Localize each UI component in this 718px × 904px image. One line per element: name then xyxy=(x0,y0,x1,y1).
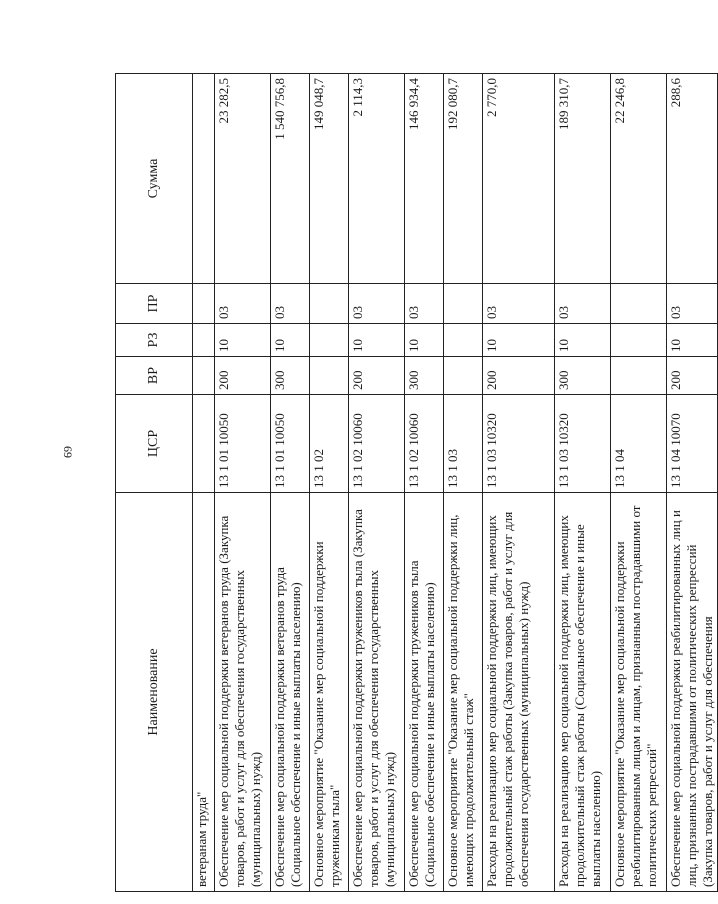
cell-sum: 22 246,8 xyxy=(611,74,667,284)
cell-rz: 10 xyxy=(215,324,271,357)
cell-rz: 10 xyxy=(349,324,405,357)
cell-rz: 10 xyxy=(271,324,310,357)
table-row xyxy=(405,74,444,892)
cell-pr: 03 xyxy=(215,284,271,324)
cell-csr: 13 1 01 10050 xyxy=(215,395,271,493)
cell-csr: 13 1 04 xyxy=(611,395,667,493)
cell-rz: 10 xyxy=(483,324,555,357)
cell-pr: 03 xyxy=(667,284,718,324)
header-sum: Сумма xyxy=(116,74,193,284)
cell-sum: 2 770,0 xyxy=(483,74,555,284)
table-row xyxy=(667,74,718,892)
table-row xyxy=(611,74,667,892)
cell-csr: 13 1 02 xyxy=(310,395,349,493)
cell-vr xyxy=(611,357,667,395)
cell-rz: 10 xyxy=(555,324,611,357)
cell-vr: 200 xyxy=(667,357,718,395)
table-row xyxy=(444,74,483,892)
cell-csr: 13 1 02 10060 xyxy=(349,395,405,493)
cell-sum: 23 282,5 xyxy=(215,74,271,284)
cell-pr: 03 xyxy=(349,284,405,324)
cell-rz: 10 xyxy=(667,324,718,357)
cell-pr xyxy=(444,284,483,324)
cell-name: Расходы на реализацию мер социальной поддержки лиц, имеющих продолжительный стаж работы (Социальное обеспечение и иные выплаты населению) xyxy=(555,493,611,892)
cell-pr xyxy=(611,284,667,324)
cell-rz xyxy=(310,324,349,357)
cell-sum: 288,6 xyxy=(667,74,718,284)
cell-csr: 13 1 03 10320 xyxy=(555,395,611,493)
table-row xyxy=(271,74,310,892)
header-vr: ВР xyxy=(116,357,193,395)
cell-vr: 300 xyxy=(271,357,310,395)
cell-name: Обеспечение мер социальной поддержки ветеранов труда (Социальное обеспечение и иные выплаты населению) xyxy=(271,493,310,892)
header-rz: РЗ xyxy=(116,324,193,357)
cell-name: Обеспечение мер социальной поддержки реабилитированных лиц и лиц, признанных пострадавшими от политических репрессий (Закупка товаров, работ и услуг для обеспечения xyxy=(667,493,718,892)
cell-vr xyxy=(310,357,349,395)
cell-vr: 200 xyxy=(349,357,405,395)
header-csr: ЦСР xyxy=(116,395,193,493)
cell-csr: 13 1 03 10320 xyxy=(483,395,555,493)
cell-name: Основное мероприятие "Оказание мер социальной поддержки реабилитированным лицам и лицам, признанным пострадавшими от политических репрессий" xyxy=(611,493,667,892)
cell-vr: 300 xyxy=(405,357,444,395)
cell-csr xyxy=(193,395,215,493)
cell-sum: 192 080,7 xyxy=(444,74,483,284)
cell-rz xyxy=(444,324,483,357)
cell-pr: 03 xyxy=(405,284,444,324)
cell-vr xyxy=(193,357,215,395)
cell-sum: 149 048,7 xyxy=(310,74,349,284)
cell-vr: 200 xyxy=(483,357,555,395)
cell-pr: 03 xyxy=(483,284,555,324)
cell-sum: 2 114,3 xyxy=(349,74,405,284)
cell-pr xyxy=(310,284,349,324)
cell-name: Основное мероприятие "Оказание мер социальной поддержки труженикам тыла" xyxy=(310,493,349,892)
cell-name: Обеспечение мер социальной поддержки ветеранов труда (Закупка товаров, работ и услуг для обеспечения государственных (муниципальных) нужд) xyxy=(215,493,271,892)
cell-name: Обеспечение мер социальной поддержки тружеников тыла (Социальное обеспечение и иные выплаты населению) xyxy=(405,493,444,892)
table-header-row xyxy=(116,74,193,892)
budget-table xyxy=(115,73,718,892)
table-row xyxy=(215,74,271,892)
page-number: 69 xyxy=(61,446,75,458)
cell-rz xyxy=(193,324,215,357)
cell-pr xyxy=(193,284,215,324)
cell-name: ветеранам труда" xyxy=(193,493,215,892)
cell-rz xyxy=(611,324,667,357)
cell-name: Расходы на реализацию мер социальной поддержки лиц, имеющих продолжительный стаж работы (Закупка товаров, работ и услуг для обеспечения государственных (муниципальных) нужд) xyxy=(483,493,555,892)
table-row xyxy=(193,74,215,892)
cell-name: Обеспечение мер социальной поддержки тружеников тыла (Закупка товаров, работ и услуг для обеспечения государственных (муниципальных) нужд) xyxy=(349,493,405,892)
table-row xyxy=(555,74,611,892)
cell-csr: 13 1 03 xyxy=(444,395,483,493)
cell-sum: 146 934,4 xyxy=(405,74,444,284)
cell-csr: 13 1 01 10050 xyxy=(271,395,310,493)
rotated-page xyxy=(115,74,715,892)
cell-sum: 189 310,7 xyxy=(555,74,611,284)
cell-csr: 13 1 04 10070 xyxy=(667,395,718,493)
header-pr: ПР xyxy=(116,284,193,324)
cell-vr xyxy=(444,357,483,395)
table-row xyxy=(310,74,349,892)
header-name: Наименование xyxy=(116,493,193,892)
table-row xyxy=(349,74,405,892)
cell-pr: 03 xyxy=(555,284,611,324)
cell-csr: 13 1 02 10060 xyxy=(405,395,444,493)
cell-sum: 1 540 756,8 xyxy=(271,74,310,284)
cell-vr: 300 xyxy=(555,357,611,395)
cell-pr: 03 xyxy=(271,284,310,324)
table-row xyxy=(483,74,555,892)
cell-vr: 200 xyxy=(215,357,271,395)
cell-rz: 10 xyxy=(405,324,444,357)
cell-name: Основное мероприятие "Оказание мер социальной поддержки лиц, имеющих продолжительный стаж" xyxy=(444,493,483,892)
cell-sum xyxy=(193,74,215,284)
